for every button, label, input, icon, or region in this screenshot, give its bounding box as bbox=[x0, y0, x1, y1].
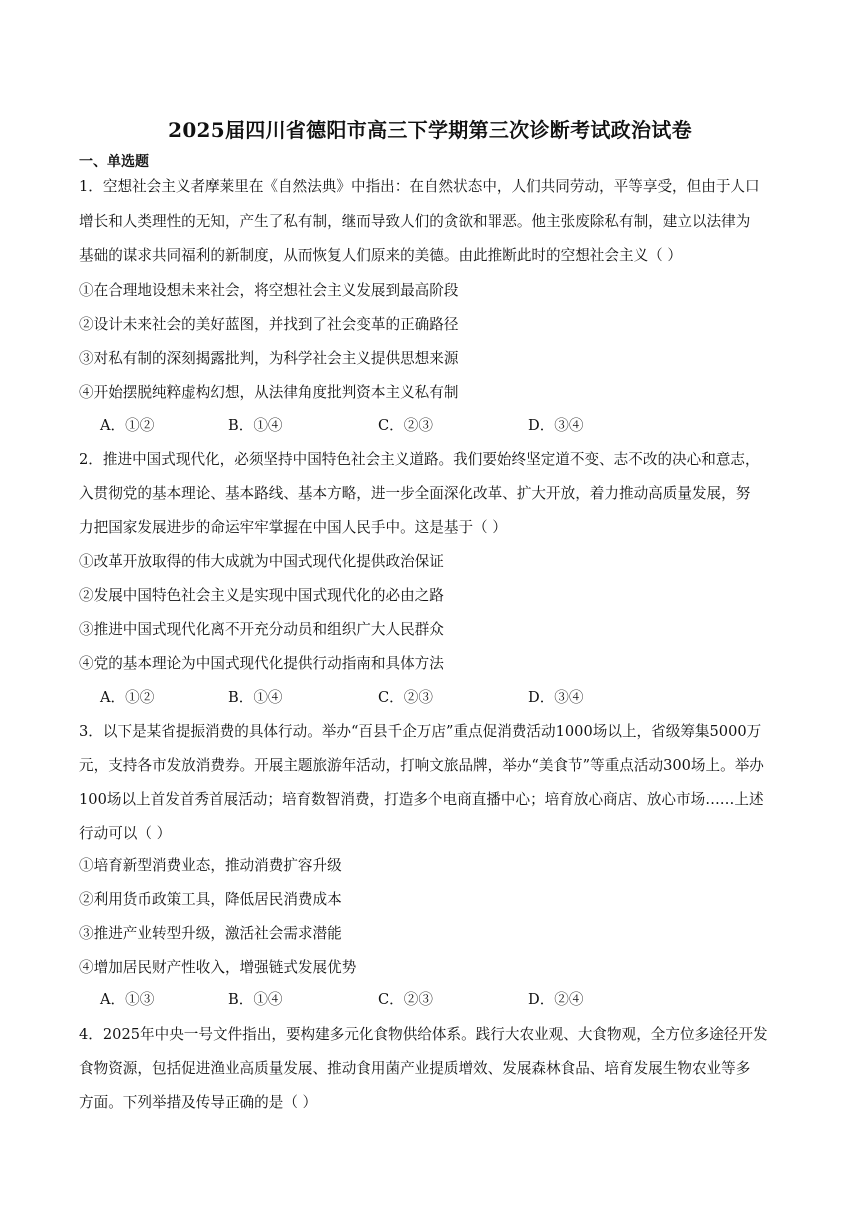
question-2-option-c[interactable]: C．②③ bbox=[378, 689, 433, 706]
question-3-option-d[interactable]: D．②④ bbox=[528, 991, 584, 1008]
question-1-item-2: ②设计未来社会的美好蓝图，并找到了社会变革的正确路径 bbox=[79, 316, 459, 333]
question-3-line-4: 行动可以（ ） bbox=[79, 825, 172, 842]
question-3-option-a[interactable]: A．①③ bbox=[100, 991, 155, 1008]
question-3-item-2: ②利用货币政策工具，降低居民消费成本 bbox=[79, 891, 342, 908]
question-4-line-3: 方面。下列举措及传导正确的是（ ） bbox=[79, 1094, 318, 1111]
question-3-line-2: 元，支持各市发放消费券。开展主题旅游年活动，打响文旅品牌，举办“美食节”等重点活动300场上。举办 bbox=[79, 757, 764, 774]
question-3-option-b[interactable]: B．①④ bbox=[228, 991, 283, 1008]
question-1-option-d[interactable]: D．③④ bbox=[528, 417, 584, 434]
question-2-line-1: 2．推进中国式现代化，必须坚持中国特色社会主义道路。我们要始终坚定道不变、志不改的决心和意志， bbox=[79, 451, 760, 468]
question-1-option-c[interactable]: C．②③ bbox=[378, 417, 433, 434]
question-1-item-1: ①在合理地设想未来社会，将空想社会主义发展到最高阶段 bbox=[79, 282, 459, 299]
question-2-item-2: ②发展中国特色社会主义是实现中国式现代化的必由之路 bbox=[79, 587, 444, 604]
question-1-line-3: 基础的谋求共同福利的新制度，从而恢复人们原来的美德。由此推断此时的空想社会主义（ ） bbox=[79, 247, 682, 264]
question-1-item-4: ④开始摆脱纯粹虚构幻想，从法律角度批判资本主义私有制 bbox=[79, 384, 459, 401]
question-2-item-1: ①改革开放取得的伟大成就为中国式现代化提供政治保证 bbox=[79, 553, 444, 570]
section-heading: 一、单选题 bbox=[79, 154, 149, 170]
question-1-option-b[interactable]: B．①④ bbox=[228, 417, 283, 434]
question-4-line-2: 食物资源，包括促进渔业高质量发展、推动食用菌产业提质增效、发展森林食品、培育发展生物农业等多 bbox=[79, 1060, 751, 1077]
page-title: 2025届四川省德阳市高三下学期第三次诊断考试政治试卷 bbox=[168, 118, 692, 142]
question-1-option-a[interactable]: A．①② bbox=[100, 417, 155, 434]
question-2-line-2: 入贯彻党的基本理论、基本路线、基本方略，进一步全面深化改革、扩大开放，着力推动高质量发展，努 bbox=[79, 485, 751, 502]
question-1-item-3: ③对私有制的深刻揭露批判，为科学社会主义提供思想来源 bbox=[79, 350, 459, 367]
question-2-option-a[interactable]: A．①② bbox=[100, 689, 155, 706]
question-2-option-d[interactable]: D．③④ bbox=[528, 689, 584, 706]
question-2-item-3: ③推进中国式现代化离不开充分动员和组织广大人民群众 bbox=[79, 621, 444, 638]
question-3-item-1: ①培育新型消费业态，推动消费扩容升级 bbox=[79, 857, 342, 874]
question-2-line-3: 力把国家发展进步的命运牢牢掌握在中国人民手中。这是基于（ ） bbox=[79, 519, 507, 536]
question-3-item-3: ③推进产业转型升级，激活社会需求潜能 bbox=[79, 925, 342, 942]
question-4-line-1: 4．2025年中央一号文件指出，要构建多元化食物供给体系。践行大农业观、大食物观，全方位多途径开发 bbox=[79, 1026, 768, 1043]
question-3-option-c[interactable]: C．②③ bbox=[378, 991, 433, 1008]
question-3-line-1: 3．以下是某省提振消费的具体行动。举办“百县千企万店”重点促消费活动1000场以上，省级筹集5000万 bbox=[79, 723, 762, 740]
question-3-item-4: ④增加居民财产性收入，增强链式发展优势 bbox=[79, 959, 357, 976]
question-1-line-2: 增长和人类理性的无知，产生了私有制，继而导致人们的贪欲和罪恶。他主张废除私有制，建立以法律为 bbox=[79, 213, 751, 230]
question-3-line-3: 100场以上首发首秀首展活动；培育数智消费，打造多个电商直播中心；培育放心商店、放心市场……上述 bbox=[79, 791, 764, 808]
question-2-option-b[interactable]: B．①④ bbox=[228, 689, 283, 706]
question-2-item-4: ④党的基本理论为中国式现代化提供行动指南和具体方法 bbox=[79, 655, 444, 672]
question-1-line-1: 1．空想社会主义者摩莱里在《自然法典》中指出：在自然状态中，人们共同劳动，平等享受，但由于人口 bbox=[79, 178, 760, 195]
